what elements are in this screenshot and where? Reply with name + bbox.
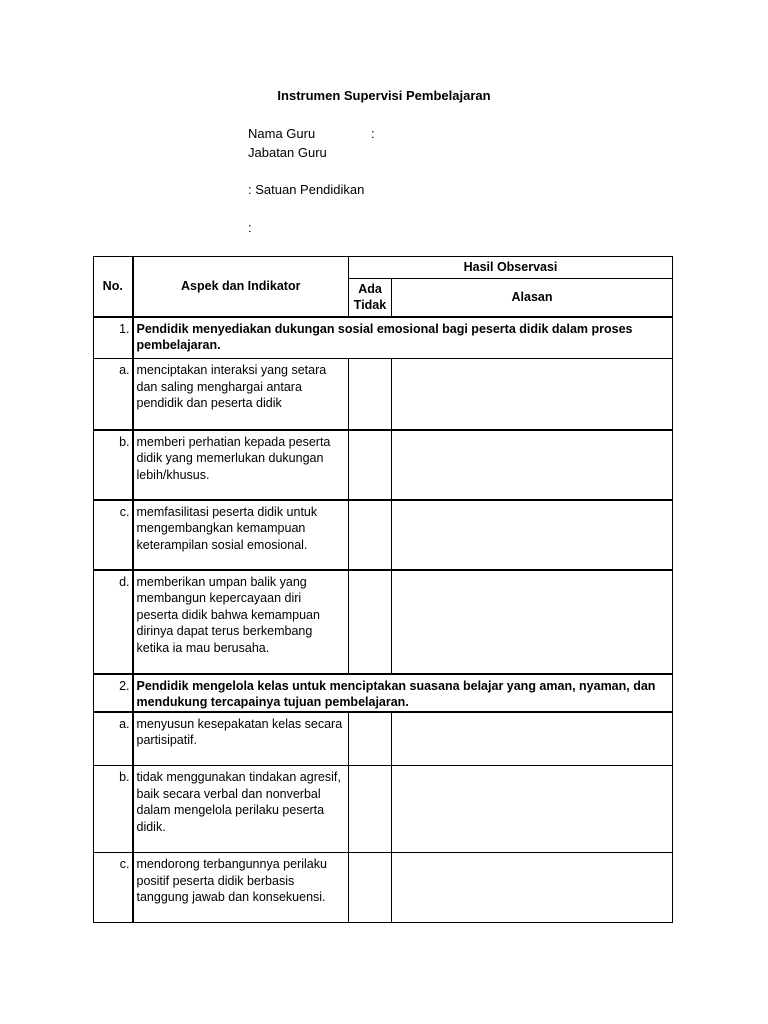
header-ada: Ada [358, 281, 382, 296]
section-number: 1. [94, 317, 133, 359]
satuan-pendidikan-label: : Satuan Pendidikan [248, 182, 365, 197]
alasan-cell[interactable] [392, 430, 673, 500]
ada-tidak-cell[interactable] [349, 853, 392, 923]
header-alasan: Alasan [392, 279, 673, 317]
header-ada-tidak [349, 279, 392, 317]
table-row [94, 570, 673, 674]
item-indicator: tidak menggunakan tindakan agresif, baik secara verbal dan nonverbal dalam mengelola perilaku peserta didik. [133, 766, 349, 853]
item-indicator: memfasilitasi peserta didik untuk mengembangkan kemampuan keterampilan sosial emosional. [133, 500, 349, 570]
item-letter: b. [94, 766, 133, 853]
table-row [94, 430, 673, 500]
section-title: Pendidik mengelola kelas untuk menciptakan suasana belajar yang aman, nyaman, dan mendukung tercapainya tujuan pembelajaran. [133, 674, 673, 712]
document-title: Instrumen Supervisi Pembelajaran [277, 88, 491, 103]
alasan-cell[interactable] [392, 359, 673, 430]
ada-tidak-cell[interactable] [349, 570, 392, 674]
item-letter: b. [94, 430, 133, 500]
jabatan-guru-label: Jabatan Guru [248, 145, 327, 160]
header-tidak: Tidak [353, 298, 387, 313]
trailing-colon: : [248, 220, 252, 235]
item-letter: c. [94, 853, 133, 923]
item-letter: a. [94, 712, 133, 766]
section-number: 2. [94, 674, 133, 712]
item-indicator: menyusun kesepakatan kelas secara partisipatif. [133, 712, 349, 766]
item-indicator: memberi perhatian kepada peserta didik yang memerlukan dukungan lebih/khusus. [133, 430, 349, 500]
header-no: No. [94, 257, 133, 317]
item-letter: a. [94, 359, 133, 430]
ada-tidak-cell[interactable] [349, 359, 392, 430]
alasan-cell[interactable] [392, 766, 673, 853]
table-row [94, 766, 673, 853]
ada-tidak-cell[interactable] [349, 766, 392, 853]
ada-tidak-cell[interactable] [349, 430, 392, 500]
alasan-cell[interactable] [392, 570, 673, 674]
section-row [94, 317, 673, 359]
alasan-cell[interactable] [392, 500, 673, 570]
header-hasil-observasi: Hasil Observasi [349, 257, 673, 279]
alasan-cell[interactable] [392, 712, 673, 766]
header-aspek-indikator: Aspek dan Indikator [133, 257, 349, 317]
item-indicator: memberikan umpan balik yang membangun kepercayaan diri peserta didik bahwa kemampuan dirinya dapat terus berkembang ketika ia mau berusaha. [133, 570, 349, 674]
item-letter: c. [94, 500, 133, 570]
alasan-cell[interactable] [392, 853, 673, 923]
item-letter: d. [94, 570, 133, 674]
nama-guru-label: Nama Guru [248, 126, 316, 141]
section-title: Pendidik menyediakan dukungan sosial emosional bagi peserta didik dalam proses pembelajaran. [133, 317, 673, 359]
item-indicator: menciptakan interaksi yang setara dan saling menghargai antara pendidik dan peserta didik [133, 359, 349, 430]
section-row [94, 674, 673, 712]
ada-tidak-cell[interactable] [349, 500, 392, 570]
table-row [94, 359, 673, 430]
table-row [94, 500, 673, 570]
table-row [94, 853, 673, 923]
observation-table [93, 256, 673, 923]
ada-tidak-cell[interactable] [349, 712, 392, 766]
table-row [94, 712, 673, 766]
nama-guru-colon: : [371, 126, 375, 141]
item-indicator: mendorong terbangunnya perilaku positif peserta didik berbasis tanggung jawab dan konsekuensi. [133, 853, 349, 923]
